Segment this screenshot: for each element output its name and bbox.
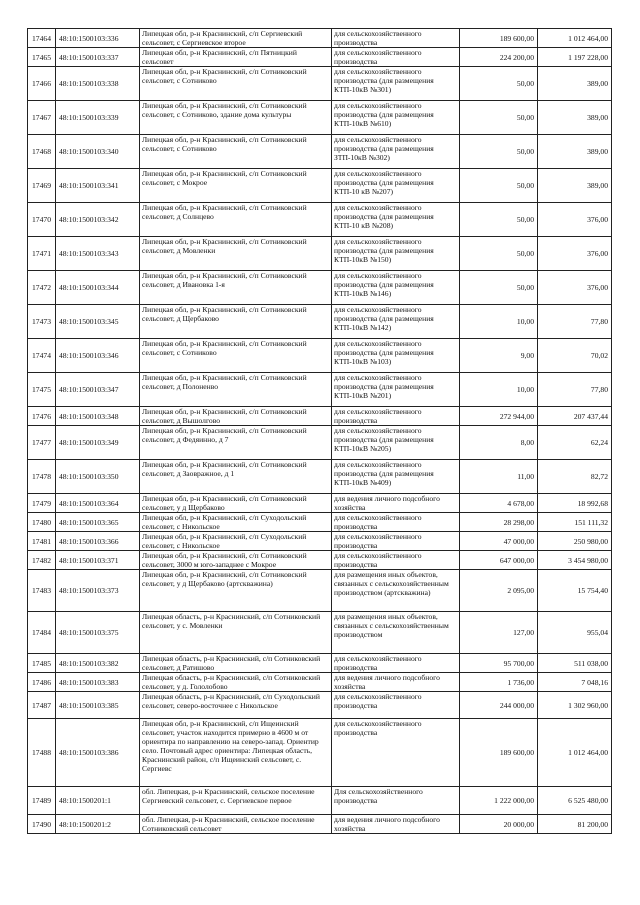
cadastral-value: 15 754,40 — [538, 570, 612, 612]
table-row — [28, 339, 612, 373]
parcel-number: 17472 — [28, 271, 56, 305]
cadastral-value: 955,04 — [538, 612, 612, 654]
parcel-address: Липецкая обл, р-н Краснинский, с/п Суходольский сельсовет, с Никольское — [140, 513, 332, 532]
table-row — [28, 692, 612, 719]
permitted-use: для сельскохозяйственного производства (для размещения КТП-10кВ №142) — [332, 305, 460, 339]
cadastral-number: 48:10:1500103:364 — [56, 494, 140, 513]
parcel-area: 189 600,00 — [460, 29, 538, 48]
parcel-address: Липецкая область, р-н Краснинский, с/п Сотниковский сельсовет, д Ратишово — [140, 654, 332, 673]
parcel-address: Липецкая обл, р-н Краснинский, с/п Сотниковский сельсовет, д Полоненво — [140, 373, 332, 407]
table-row — [28, 67, 612, 101]
permitted-use: для сельскохозяйственного производства (для размещения КТП-10кВ №103) — [332, 339, 460, 373]
parcel-number: 17480 — [28, 513, 56, 532]
permitted-use: для размещения иных объектов, связанных с сельскохозяйственным производством — [332, 612, 460, 654]
table-row — [28, 654, 612, 673]
parcel-area: 50,00 — [460, 237, 538, 271]
cadastral-value: 6 525 480,00 — [538, 787, 612, 815]
parcel-area: 50,00 — [460, 101, 538, 135]
parcel-address: Липецкая обл, р-н Краснинский, с/п Ищеинский сельсовет, участок находится примерно в 4600 м от ориентира по направлению на северо-запад. Ориентир село. Почтовый адрес ориентира: Липецкая область, Краснинский район, с/п Ищеинский сельсовет, с. Сергиевс — [140, 719, 332, 787]
cadastral-value: 7 048,16 — [538, 673, 612, 692]
cadastral-value: 1 012 464,00 — [538, 29, 612, 48]
parcel-area: 95 700,00 — [460, 654, 538, 673]
table-body — [28, 29, 612, 834]
cadastral-value: 389,00 — [538, 67, 612, 101]
table-row — [28, 29, 612, 48]
parcel-area: 127,00 — [460, 612, 538, 654]
parcel-area: 20 000,00 — [460, 815, 538, 834]
table-row — [28, 513, 612, 532]
parcel-address: Липецкая обл, р-н Краснинский, с/п Сотниковский сельсовет, с Сотниково — [140, 135, 332, 169]
cadastral-value: 376,00 — [538, 203, 612, 237]
permitted-use: для сельскохозяйственного производства — [332, 532, 460, 551]
permitted-use: для сельскохозяйственного производства (для размещения КТП-10кВ №150) — [332, 237, 460, 271]
land-parcels-table — [27, 28, 612, 834]
parcel-number: 17479 — [28, 494, 56, 513]
cadastral-value: 1 197 228,00 — [538, 48, 612, 67]
parcel-area: 50,00 — [460, 135, 538, 169]
parcel-number: 17468 — [28, 135, 56, 169]
table-row — [28, 551, 612, 570]
cadastral-number: 48:10:1500103:347 — [56, 373, 140, 407]
table-row — [28, 426, 612, 460]
parcel-address: Липецкая обл, р-н Краснинский, с/п Сотниковский сельсовет, д Заовражное, д 1 — [140, 460, 332, 494]
parcel-area: 50,00 — [460, 67, 538, 101]
permitted-use: для ведения личного подсобного хозяйства — [332, 673, 460, 692]
permitted-use: Для сельскохозяйственного производства — [332, 787, 460, 815]
cadastral-number: 48:10:1500103:341 — [56, 169, 140, 203]
permitted-use: для сельскохозяйственного производства — [332, 692, 460, 719]
table-row — [28, 787, 612, 815]
cadastral-value: 207 437,44 — [538, 407, 612, 426]
parcel-area: 272 944,00 — [460, 407, 538, 426]
cadastral-number: 48:10:1500103:344 — [56, 271, 140, 305]
parcel-number: 17465 — [28, 48, 56, 67]
cadastral-number: 48:10:1500103:382 — [56, 654, 140, 673]
parcel-number: 17471 — [28, 237, 56, 271]
parcel-address: Липецкая обл, р-н Краснинский, с/п Сотниковский сельсовет, д Мовленки — [140, 237, 332, 271]
parcel-number: 17489 — [28, 787, 56, 815]
cadastral-value: 77,80 — [538, 305, 612, 339]
cadastral-value: 376,00 — [538, 271, 612, 305]
parcel-address: Липецкая обл, р-н Краснинский, с/п Сотниковский сельсовет, 3000 м юго-западнее с Мокрое — [140, 551, 332, 570]
parcel-area: 8,00 — [460, 426, 538, 460]
table-row — [28, 373, 612, 407]
cadastral-number: 48:10:1500103:365 — [56, 513, 140, 532]
cadastral-number: 48:10:1500103:348 — [56, 407, 140, 426]
cadastral-value: 376,00 — [538, 237, 612, 271]
cadastral-value: 1 012 464,00 — [538, 719, 612, 787]
parcel-number: 17490 — [28, 815, 56, 834]
table-row — [28, 673, 612, 692]
table-row — [28, 815, 612, 834]
cadastral-number: 48:10:1500103:346 — [56, 339, 140, 373]
parcel-area: 10,00 — [460, 305, 538, 339]
cadastral-value: 70,02 — [538, 339, 612, 373]
parcel-address: Липецкая область, р-н Краснинский, с/п Сотниковский сельсовет, у д. Гололобово — [140, 673, 332, 692]
parcel-number: 17473 — [28, 305, 56, 339]
permitted-use: для сельскохозяйственного производства — [332, 551, 460, 570]
parcel-area: 647 000,00 — [460, 551, 538, 570]
parcel-address: Липецкая область, р-н Краснинский, с/п Суходольский сельсовет, северо-восточнее с Никольское — [140, 692, 332, 719]
parcel-number: 17466 — [28, 67, 56, 101]
permitted-use: для сельскохозяйственного производства (для размещения КТП-10кВ №409) — [332, 460, 460, 494]
parcel-number: 17485 — [28, 654, 56, 673]
parcel-address: обл. Липецкая, р-н Краснинский, сельское поселение Сотниковский сельсовет — [140, 815, 332, 834]
parcel-address: Липецкая обл, р-н Краснинский, с/п Сотниковский сельсовет, у д Щербаково — [140, 494, 332, 513]
permitted-use: для сельскохозяйственного производства (для размещения КТП-10 кВ №207) — [332, 169, 460, 203]
parcel-number: 17487 — [28, 692, 56, 719]
cadastral-value: 250 980,00 — [538, 532, 612, 551]
cadastral-number: 48:10:1500103:349 — [56, 426, 140, 460]
table-row — [28, 271, 612, 305]
cadastral-number: 48:10:1500201:1 — [56, 787, 140, 815]
cadastral-value: 1 302 960,00 — [538, 692, 612, 719]
table-row — [28, 407, 612, 426]
parcel-number: 17464 — [28, 29, 56, 48]
parcel-area: 11,00 — [460, 460, 538, 494]
parcel-number: 17482 — [28, 551, 56, 570]
parcel-area: 47 000,00 — [460, 532, 538, 551]
parcel-area: 1 736,00 — [460, 673, 538, 692]
permitted-use: для сельскохозяйственного производства — [332, 48, 460, 67]
table-row — [28, 48, 612, 67]
table-row — [28, 237, 612, 271]
table-row — [28, 101, 612, 135]
permitted-use: для сельскохозяйственного производства (для размещения КТП-10кВ №301) — [332, 67, 460, 101]
cadastral-number: 48:10:1500103:350 — [56, 460, 140, 494]
parcel-address: Липецкая обл, р-н Краснинский, с/п Сотниковский сельсовет, д Солнцево — [140, 203, 332, 237]
permitted-use: для ведения личного подсобного хозяйства — [332, 494, 460, 513]
parcel-address: Липецкая обл, р-н Краснинский, с/п Сотниковский сельсовет, с Сотниково — [140, 67, 332, 101]
parcel-area: 189 600,00 — [460, 719, 538, 787]
cadastral-number: 48:10:1500103:343 — [56, 237, 140, 271]
parcel-number: 17474 — [28, 339, 56, 373]
parcel-address: Липецкая обл, р-н Краснинский, с/п Сотниковский сельсовет, д Вышолгово — [140, 407, 332, 426]
cadastral-number: 48:10:1500103:375 — [56, 612, 140, 654]
cadastral-value: 389,00 — [538, 135, 612, 169]
cadastral-value: 82,72 — [538, 460, 612, 494]
cadastral-number: 48:10:1500103:339 — [56, 101, 140, 135]
parcel-number: 17469 — [28, 169, 56, 203]
permitted-use: для сельскохозяйственного производства (для размещения КТП-10 кВ №208) — [332, 203, 460, 237]
cadastral-number: 48:10:1500103:383 — [56, 673, 140, 692]
parcel-area: 224 200,00 — [460, 48, 538, 67]
parcel-address: Липецкая обл, р-н Краснинский, с/п Сотниковский сельсовет, с Сотниково, здание дома культуры — [140, 101, 332, 135]
parcel-number: 17484 — [28, 612, 56, 654]
cadastral-value: 77,80 — [538, 373, 612, 407]
permitted-use: для сельскохозяйственного производства (для размещения ЗТП-10кВ №302) — [332, 135, 460, 169]
cadastral-number: 48:10:1500103:366 — [56, 532, 140, 551]
parcel-address: Липецкая обл, р-н Краснинский, с/п Сотниковский сельсовет, д Федяинно, д 7 — [140, 426, 332, 460]
parcel-address: Липецкая обл, р-н Краснинский, с/п Сергиевский сельсовет, с Сергиевское второе — [140, 29, 332, 48]
parcel-address: Липецкая обл, р-н Краснинский, с/п Сотниковский сельсовет, у д Щербаково (артскважина) — [140, 570, 332, 612]
parcel-address: Липецкая обл, р-н Краснинский, с/п Пятницкий сельсовет — [140, 48, 332, 67]
parcel-number: 17470 — [28, 203, 56, 237]
cadastral-value: 81 200,00 — [538, 815, 612, 834]
table-row — [28, 135, 612, 169]
parcel-area: 50,00 — [460, 169, 538, 203]
parcel-number: 17488 — [28, 719, 56, 787]
parcel-address: Липецкая обл, р-н Краснинский, с/п Сотниковский сельсовет, с Мокрое — [140, 169, 332, 203]
parcel-area: 10,00 — [460, 373, 538, 407]
table-row — [28, 494, 612, 513]
parcel-area: 4 678,00 — [460, 494, 538, 513]
parcel-number: 17486 — [28, 673, 56, 692]
parcel-area: 50,00 — [460, 203, 538, 237]
cadastral-number: 48:10:1500103:337 — [56, 48, 140, 67]
cadastral-number: 48:10:1500103:345 — [56, 305, 140, 339]
cadastral-value: 389,00 — [538, 169, 612, 203]
table-row — [28, 305, 612, 339]
permitted-use: для сельскохозяйственного производства — [332, 654, 460, 673]
permitted-use: для сельскохозяйственного производства (для размещения КТП-10кВ №610) — [332, 101, 460, 135]
parcel-address: Липецкая обл, р-н Краснинский, с/п Сотниковский сельсовет, д Щербаково — [140, 305, 332, 339]
parcel-area: 2 095,00 — [460, 570, 538, 612]
cadastral-number: 48:10:1500103:338 — [56, 67, 140, 101]
parcel-address: Липецкая обл, р-н Краснинский, с/п Сотниковский сельсовет, с Сотниково — [140, 339, 332, 373]
permitted-use: для сельскохозяйственного производства (для размещения КТП-10кВ №205) — [332, 426, 460, 460]
cadastral-number: 48:10:1500103:371 — [56, 551, 140, 570]
parcel-area: 1 222 000,00 — [460, 787, 538, 815]
cadastral-number: 48:10:1500103:386 — [56, 719, 140, 787]
parcel-address: обл. Липецкая, р-н Краснинский, сельское поселение Сергиевский сельсовет, с. Сергиевское первое — [140, 787, 332, 815]
parcel-number: 17476 — [28, 407, 56, 426]
parcel-number: 17467 — [28, 101, 56, 135]
table-row — [28, 203, 612, 237]
cadastral-value: 3 454 980,00 — [538, 551, 612, 570]
permitted-use: для размещения иных объектов, связанных с сельскохозяйственным производством (артскважина) — [332, 570, 460, 612]
cadastral-value: 389,00 — [538, 101, 612, 135]
permitted-use: для сельскохозяйственного производства — [332, 407, 460, 426]
cadastral-value: 151 111,32 — [538, 513, 612, 532]
parcel-area: 9,00 — [460, 339, 538, 373]
parcel-address: Липецкая обл, р-н Краснинский, с/п Суходольский сельсовет, с Никольское — [140, 532, 332, 551]
parcel-area: 244 000,00 — [460, 692, 538, 719]
permitted-use: для сельскохозяйственного производства — [332, 513, 460, 532]
parcel-number: 17477 — [28, 426, 56, 460]
permitted-use: для сельскохозяйственного производства — [332, 719, 460, 787]
permitted-use: для сельскохозяйственного производства (для размещения КТП-10кВ №201) — [332, 373, 460, 407]
cadastral-number: 48:10:1500103:385 — [56, 692, 140, 719]
parcel-number: 17483 — [28, 570, 56, 612]
parcel-address: Липецкая обл, р-н Краснинский, с/п Сотниковский сельсовет, д Ивановка 1-я — [140, 271, 332, 305]
parcel-number: 17475 — [28, 373, 56, 407]
cadastral-number: 48:10:1500103:342 — [56, 203, 140, 237]
permitted-use: для сельскохозяйственного производства (для размещения КТП-10кВ №146) — [332, 271, 460, 305]
cadastral-number: 48:10:1500103:373 — [56, 570, 140, 612]
parcel-area: 50,00 — [460, 271, 538, 305]
parcel-number: 17478 — [28, 460, 56, 494]
cadastral-value: 511 038,00 — [538, 654, 612, 673]
parcel-number: 17481 — [28, 532, 56, 551]
table-row — [28, 719, 612, 787]
permitted-use: для сельскохозяйственного производства — [332, 29, 460, 48]
parcel-area: 28 298,00 — [460, 513, 538, 532]
permitted-use: для ведения личного подсобного хозяйства — [332, 815, 460, 834]
cadastral-number: 48:10:1500103:340 — [56, 135, 140, 169]
parcel-address: Липецкая область, р-н Краснинский, с/п Сотниковский сельсовет, у с. Мовленки — [140, 612, 332, 654]
cadastral-number: 48:10:1500201:2 — [56, 815, 140, 834]
table-row — [28, 169, 612, 203]
table-row — [28, 460, 612, 494]
cadastral-number: 48:10:1500103:336 — [56, 29, 140, 48]
table-row — [28, 612, 612, 654]
table-row — [28, 570, 612, 612]
table-row — [28, 532, 612, 551]
cadastral-value: 18 992,68 — [538, 494, 612, 513]
cadastral-value: 62,24 — [538, 426, 612, 460]
